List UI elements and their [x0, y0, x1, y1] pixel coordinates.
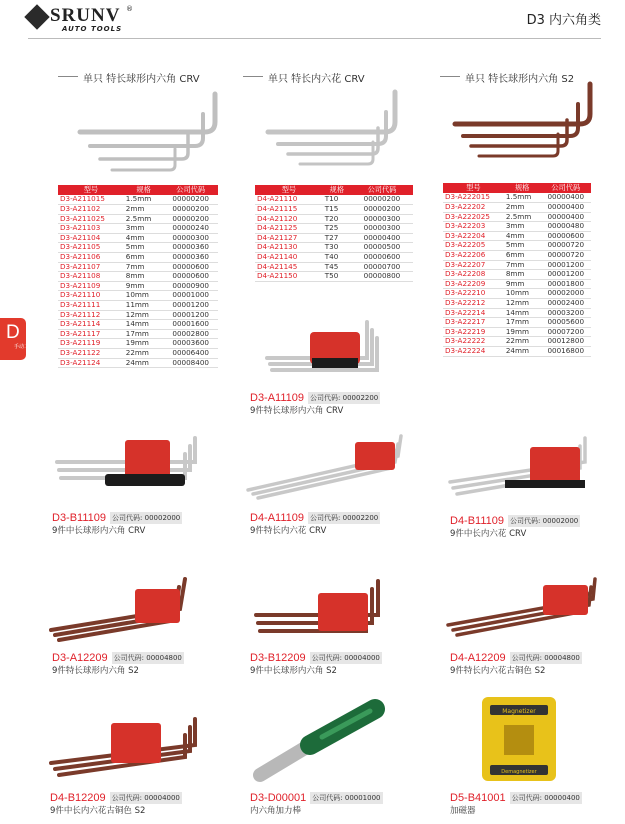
product-d4-b12209[interactable] — [50, 792, 182, 816]
model-cell: D3-A21111 — [58, 301, 124, 311]
size-cell: 24mm — [124, 358, 164, 368]
table-row — [255, 253, 413, 263]
size-cell: 22mm — [504, 337, 541, 347]
table-row — [443, 318, 591, 328]
code-cell: 00000400 — [540, 212, 591, 222]
code-cell: 00000300 — [163, 233, 218, 243]
product-name: 9件特长内六花 CRV — [250, 526, 327, 536]
col-header-code: 公司代码 — [163, 185, 218, 195]
company-code-badge: 公司代码: 00004000 — [111, 794, 180, 802]
hex-key-extender-bar-image — [250, 705, 385, 790]
section-title-2: 单只 特长内六花 CRV — [268, 74, 365, 85]
product-d3-a11109[interactable] — [250, 392, 380, 416]
product-code: D4-B12209 — [50, 792, 106, 804]
code-cell: 00002000 — [540, 289, 591, 299]
product-code: D3-A12209 — [52, 652, 108, 664]
brand-name: SRUNV — [50, 5, 121, 26]
product-d3-a12209[interactable] — [52, 652, 184, 676]
code-cell: 00005600 — [540, 318, 591, 328]
code-cell: 00000480 — [540, 222, 591, 232]
size-cell: 7mm — [124, 262, 164, 272]
code-cell: 00008400 — [163, 358, 218, 368]
size-cell: 1.5mm — [504, 193, 541, 203]
table-row — [443, 203, 591, 213]
brand-subtitle: AUTO TOOLS — [62, 25, 123, 33]
size-cell: 12mm — [504, 299, 541, 309]
model-cell: D3-A22205 — [443, 241, 504, 251]
table-row — [443, 251, 591, 261]
section-tab-letter: D — [6, 322, 20, 343]
table-row — [58, 224, 218, 234]
col-header-size: 规格 — [504, 183, 541, 193]
section-title-1: 单只 特长球形内六角 CRV — [83, 74, 200, 85]
code-cell: 00001200 — [163, 310, 218, 320]
size-cell: 1.5mm — [124, 195, 164, 205]
company-code-badge: 公司代码: 00002000 — [112, 514, 181, 522]
model-cell: D3-A21112 — [58, 310, 124, 320]
code-cell: 00016800 — [540, 347, 591, 357]
company-code-badge: 公司代码: 00004000 — [311, 654, 380, 662]
model-cell: D3-A21102 — [58, 205, 124, 215]
product-code: D4-B11109 — [450, 515, 505, 527]
table-row — [58, 358, 218, 368]
model-cell: D3-A22224 — [443, 347, 504, 357]
size-cell: 4mm — [504, 231, 541, 241]
size-cell: 14mm — [504, 308, 541, 318]
product-d4-b11109[interactable] — [450, 515, 580, 539]
product-name: 9件特长球形内六角 CRV — [250, 406, 344, 416]
code-cell: 00000300 — [351, 224, 413, 234]
code-cell: 00000200 — [351, 205, 413, 215]
code-cell: 00000600 — [540, 231, 591, 241]
size-cell: 5mm — [124, 243, 164, 253]
model-cell: D3-A22222 — [443, 337, 504, 347]
magnetizer-image — [480, 695, 560, 785]
code-cell: 00003600 — [163, 339, 218, 349]
size-cell: T30 — [323, 243, 351, 253]
code-cell: 00000600 — [163, 262, 218, 272]
size-cell: T40 — [323, 253, 351, 263]
section-title-3: 单只 特长球形内六角 S2 — [465, 74, 575, 85]
spec-table-hex-crv — [58, 185, 218, 368]
col-header-model: 型号 — [58, 185, 124, 195]
product-name: 9件中长球形内六角 S2 — [250, 666, 337, 676]
model-cell: D3-A22208 — [443, 270, 504, 280]
code-cell: 00000720 — [540, 251, 591, 261]
size-cell: 24mm — [504, 347, 541, 357]
single-hex-key-s2-image — [445, 80, 615, 180]
size-cell: 2mm — [504, 203, 541, 213]
set-d3-a11109-image — [262, 318, 402, 390]
size-cell: 2.5mm — [124, 214, 164, 224]
code-cell: 00001000 — [163, 291, 218, 301]
company-code-badge: 公司代码: 00002200 — [310, 394, 379, 402]
product-d3-b11109[interactable] — [52, 512, 182, 536]
company-code-badge: 公司代码: 00000400 — [511, 794, 580, 802]
product-d4-a12209[interactable] — [450, 652, 582, 676]
code-cell: 00000300 — [351, 214, 413, 224]
size-cell: 17mm — [504, 318, 541, 328]
code-cell: 00000360 — [163, 243, 218, 253]
category-title: D3 内六角类 — [526, 13, 601, 28]
col-header-model: 型号 — [443, 183, 504, 193]
code-cell: 00000240 — [163, 224, 218, 234]
model-cell: D3-A21105 — [58, 243, 124, 253]
code-cell: 00002400 — [540, 299, 591, 309]
col-header-size: 规格 — [124, 185, 164, 195]
size-cell: T15 — [323, 205, 351, 215]
product-d3-d00001[interactable] — [250, 792, 383, 816]
model-cell: D3-A21104 — [58, 233, 124, 243]
brand-logo-icon — [24, 4, 49, 29]
model-cell: D3-A21108 — [58, 272, 124, 282]
model-cell: D3-A21122 — [58, 349, 124, 359]
company-code-badge: 公司代码: 00002200 — [310, 514, 379, 522]
model-cell: D3-A21114 — [58, 320, 124, 330]
model-cell: D4-A21130 — [255, 243, 323, 253]
table-row — [443, 299, 591, 309]
model-cell: D3-A22210 — [443, 289, 504, 299]
set-d3-b12209-image — [248, 575, 408, 650]
size-cell: 9mm — [504, 279, 541, 289]
registered-mark: ® — [126, 5, 133, 13]
set-d4-b11109-image — [445, 432, 615, 504]
code-cell: 00003200 — [540, 308, 591, 318]
single-hex-key-crv-image — [60, 84, 230, 184]
size-cell: 4mm — [124, 233, 164, 243]
model-cell: D4-A21145 — [255, 262, 323, 272]
product-name: 9件中长内六花 CRV — [450, 529, 527, 539]
size-cell: 12mm — [124, 310, 164, 320]
product-name: 内六角加力棒 — [250, 806, 302, 816]
model-cell: D4-A21150 — [255, 272, 323, 282]
size-cell: 9mm — [124, 281, 164, 291]
code-cell: 00001200 — [163, 301, 218, 311]
code-cell: 00001800 — [540, 279, 591, 289]
size-cell: 14mm — [124, 320, 164, 330]
header-divider — [28, 38, 601, 39]
code-cell: 00000360 — [163, 253, 218, 263]
model-cell: D3-A211015 — [58, 195, 124, 205]
table-row — [443, 222, 591, 232]
size-cell: T50 — [323, 272, 351, 282]
size-cell: T25 — [323, 224, 351, 234]
section-rule — [58, 76, 78, 77]
table-row — [255, 224, 413, 234]
set-d3-a12209-image — [45, 575, 205, 650]
code-cell: 00001600 — [163, 320, 218, 330]
table-row — [58, 253, 218, 263]
company-code-badge: 公司代码: 00002000 — [510, 517, 579, 525]
product-name: 9件中长内六花古铜色 S2 — [50, 806, 146, 816]
size-cell: 6mm — [124, 253, 164, 263]
model-cell: D4-A21140 — [255, 253, 323, 263]
table-row — [58, 272, 218, 282]
table-row — [255, 205, 413, 215]
size-cell: 22mm — [124, 349, 164, 359]
col-header-code: 公司代码 — [540, 183, 591, 193]
size-cell: 3mm — [504, 222, 541, 232]
product-name: 9件特长球形内六角 S2 — [52, 666, 139, 676]
product-code: D3-D00001 — [250, 792, 307, 804]
product-code: D3-B12209 — [250, 652, 306, 664]
size-cell: 17mm — [124, 329, 164, 339]
code-cell: 00001200 — [540, 270, 591, 280]
product-name: 加磁器 — [450, 806, 476, 816]
code-cell: 00000400 — [351, 233, 413, 243]
model-cell: D4-A21115 — [255, 205, 323, 215]
set-d4-a12209-image — [443, 575, 613, 650]
model-cell: D3-A22217 — [443, 318, 504, 328]
product-code: D4-A11109 — [250, 512, 305, 524]
model-cell: D3-A21119 — [58, 339, 124, 349]
table-row — [443, 270, 591, 280]
code-cell: 00006400 — [163, 349, 218, 359]
code-cell: 00000500 — [351, 243, 413, 253]
model-cell: D3-A222015 — [443, 193, 504, 203]
table-row — [255, 272, 413, 282]
table-row — [58, 205, 218, 215]
model-cell: D3-A22212 — [443, 299, 504, 309]
model-cell: D4-A21125 — [255, 224, 323, 234]
demagnetizer-label: Demagnetizer — [501, 769, 537, 775]
table-row — [58, 320, 218, 330]
model-cell: D3-A21117 — [58, 329, 124, 339]
code-cell: 00000200 — [163, 214, 218, 224]
size-cell: 8mm — [124, 272, 164, 282]
model-cell: D3-A21109 — [58, 281, 124, 291]
product-d5-b41001[interactable] — [450, 792, 582, 816]
code-cell: 00002800 — [163, 329, 218, 339]
model-cell: D3-A22202 — [443, 203, 504, 213]
size-cell: 10mm — [504, 289, 541, 299]
size-cell: 11mm — [124, 301, 164, 311]
product-code: D5-B41001 — [450, 792, 506, 804]
model-cell: D3-A22204 — [443, 231, 504, 241]
section-rule — [243, 76, 263, 77]
table-row — [58, 301, 218, 311]
col-header-model: 型号 — [255, 185, 323, 195]
model-cell: D4-A21110 — [255, 195, 323, 205]
table-row — [58, 349, 218, 359]
size-cell: 2.5mm — [504, 212, 541, 222]
col-header-size: 规格 — [323, 185, 351, 195]
code-cell: 00000720 — [540, 241, 591, 251]
product-code: D3-A11109 — [250, 392, 305, 404]
model-cell: D4-A21127 — [255, 233, 323, 243]
product-code: D3-B11109 — [52, 512, 107, 524]
model-cell: D3-A21107 — [58, 262, 124, 272]
size-cell: 3mm — [124, 224, 164, 234]
size-cell: 2mm — [124, 205, 164, 215]
model-cell: D4-A21120 — [255, 214, 323, 224]
model-cell: D3-A211025 — [58, 214, 124, 224]
model-cell: D3-A222025 — [443, 212, 504, 222]
code-cell: 00000900 — [163, 281, 218, 291]
single-torx-key-crv-image — [260, 84, 430, 184]
product-name: 9件特长内六花古铜色 S2 — [450, 666, 546, 676]
section-tab-label: 手动工具 — [14, 344, 35, 350]
size-cell: 19mm — [504, 327, 541, 337]
size-cell: 19mm — [124, 339, 164, 349]
product-d3-b12209[interactable] — [250, 652, 382, 676]
product-code: D4-A12209 — [450, 652, 506, 664]
code-cell: 00012800 — [540, 337, 591, 347]
model-cell: D3-A21103 — [58, 224, 124, 234]
set-d4-a11109-image — [243, 432, 413, 504]
model-cell: D3-A21124 — [58, 358, 124, 368]
product-name: 9件中长球形内六角 CRV — [52, 526, 146, 536]
col-header-code: 公司代码 — [351, 185, 413, 195]
code-cell: 00000400 — [540, 203, 591, 213]
set-d4-b12209-image — [45, 715, 205, 790]
table-row — [443, 347, 591, 357]
code-cell: 00000200 — [163, 205, 218, 215]
model-cell: D3-A22203 — [443, 222, 504, 232]
size-cell: T10 — [323, 195, 351, 205]
magnetizer-label: Magnetizer — [502, 708, 536, 715]
company-code-badge: 公司代码: 00004800 — [113, 654, 182, 662]
size-cell: T20 — [323, 214, 351, 224]
model-cell: D3-A22207 — [443, 260, 504, 270]
section-rule — [440, 76, 460, 77]
company-code-badge: 公司代码: 00004800 — [511, 654, 580, 662]
code-cell: 00007200 — [540, 327, 591, 337]
size-cell: T27 — [323, 233, 351, 243]
code-cell: 00000800 — [351, 272, 413, 282]
code-cell: 00000400 — [540, 193, 591, 203]
code-cell: 00000200 — [163, 195, 218, 205]
spec-table-torx-crv — [255, 185, 413, 282]
size-cell: 7mm — [504, 260, 541, 270]
set-d3-b11109-image — [45, 432, 205, 504]
model-cell: D3-A21106 — [58, 253, 124, 263]
code-cell: 00000700 — [351, 262, 413, 272]
product-d4-a11109[interactable] — [250, 512, 380, 536]
model-cell: D3-A22209 — [443, 279, 504, 289]
model-cell: D3-A21110 — [58, 291, 124, 301]
model-cell: D3-A22206 — [443, 251, 504, 261]
size-cell: T45 — [323, 262, 351, 272]
size-cell: 8mm — [504, 270, 541, 280]
model-cell: D3-A22219 — [443, 327, 504, 337]
size-cell: 5mm — [504, 241, 541, 251]
code-cell: 00001200 — [540, 260, 591, 270]
company-code-badge: 公司代码: 00001000 — [312, 794, 381, 802]
model-cell: D3-A22214 — [443, 308, 504, 318]
code-cell: 00000600 — [163, 272, 218, 282]
code-cell: 00000600 — [351, 253, 413, 263]
size-cell: 6mm — [504, 251, 541, 261]
spec-table-hex-s2 — [443, 183, 591, 357]
size-cell: 10mm — [124, 291, 164, 301]
code-cell: 00000200 — [351, 195, 413, 205]
